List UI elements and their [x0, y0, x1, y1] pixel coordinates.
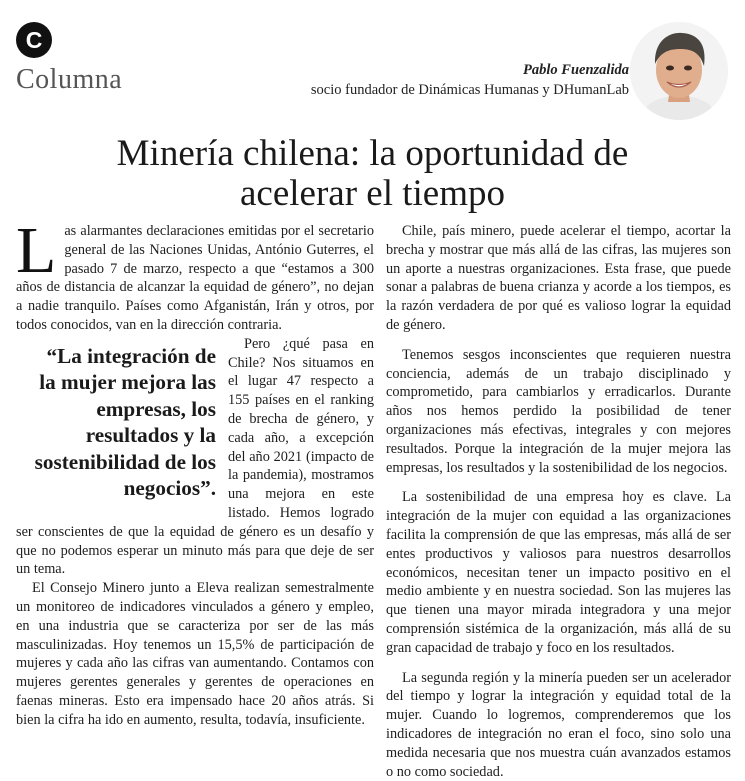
author-byline: [311, 60, 629, 100]
paragraph: La sostenibilidad de una empresa hoy es clave. La integración de la mujer con equidad a las organizaciones facilita la comprensión de que las empresas, más allá de ser entes productivos y valiosos para nuestros desarrollos económicos, necesitan tener un impacto positivo en el medio ambiente y en nuestra sociedad. Son las mujeres las que tienen una mayor mirada integradora y una mejor comprensión sistémica de la organización, más allá de su gran capacidad de trabajo y foco en los resultados.: [386, 489, 731, 656]
section-label: Columna: [16, 64, 123, 95]
drop-cap: L: [16, 214, 57, 287]
paragraph: [16, 214, 374, 335]
paragraph: [16, 335, 374, 579]
paragraph: Chile, país minero, puede acelerar el tiempo, acortar la brecha y mostrar que más allá de las cifras, las mujeres son un aporte a nuestras organizaciones. Esta frase, que puede sonar a palabras de buena crianza y acorde a los tiempos, es la razón verdadera de por qué es valioso lograr la equidad de género.: [386, 223, 731, 333]
author-photo: [630, 22, 728, 120]
column-badge: C: [16, 22, 52, 58]
paragraph-text: Pero ¿qué pasa en Chile? Nos situamos en el lugar 47 respecto a 155 países en el ranking de brecha de género, y cada año, a excepción del año 2021 (impacto de la pandemia), mostramos una mejora en este listado. Hemos logrado ser conscientes de que la equidad de género es un desafío y que no podemos esperar un minuto más para que deje de ser un tema.: [16, 335, 374, 578]
article-column-left: [16, 214, 374, 730]
pull-quote: “La integración de la mujer mejora las empresas, los resultados y la sostenibilidad de los negocios”.: [34, 343, 216, 501]
headline: Minería chilena: la oportunidad de acelerar el tiempo: [116, 133, 629, 214]
paragraph: La segunda región y la minería pueden ser un acelerador del tiempo y lograr la integración y equidad total de la mujer. Cuando lo logremos, comprenderemos que los indicadores de integración no eran el foco, sino solo una medida necesaria que nos muestra cuán avanzados estamos o no como sociedad.: [386, 669, 731, 780]
article-column-right: [386, 222, 731, 781]
author-name: Pablo Fuenzalida: [523, 62, 629, 78]
author-portrait-image: [630, 22, 728, 120]
paragraph: El Consejo Minero junto a Eleva realizan semestralmente un monitoreo de indicadores vinculados a género y empleo, en una industria que se caracteriza por ser de las más masculinizadas. Hoy tenemos un 15,5% de participación de mujeres y cada año las cifras van aumentando. Contamos con mujeres gerentes generales y gerentes de operaciones en faenas mineras. Esto era impensado hace 20 años atrás. Si bien la cifra ha ido en aumento, resulta, todavía, insuficiente.: [16, 580, 374, 728]
author-role: socio fundador de Dinámicas Humanas y DHumanLab: [310, 82, 629, 98]
paragraph-text: as alarmantes declaraciones emitidas por el secretario general de las Naciones Unidas, António Guterres, el pasado 7 de marzo, respecto a que “estamos a 300 años de distancia de alcanzar la equidad de género”, no dejan a nadie tranquilo. Países como Afganistán, Irán y otros, por todos conocidos, van en la dirección contraria.: [16, 223, 374, 333]
paragraph: Tenemos sesgos inconscientes que requieren nuestra conciencia, además de un trabajo disciplinado y comprometido, para cambiarlos y erradicarlos. Durante años nos hemos perdido la posibilidad de tener organizaciones más efectivas, integrales y con mejores resultados. Porque la integración de la mujer mejora las empresas, los resultados y la sostenibilidad de los negocios.: [386, 346, 731, 476]
